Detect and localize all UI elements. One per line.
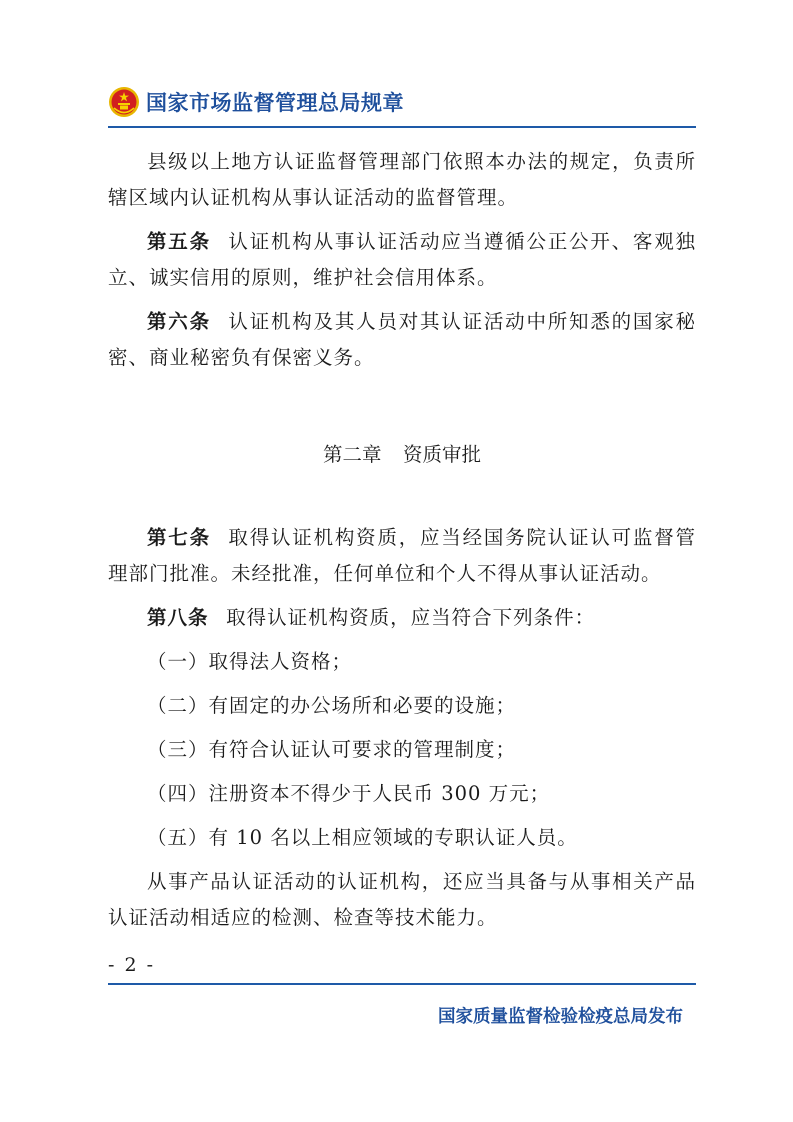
condition-item: （一）取得法人资格； xyxy=(147,650,353,673)
paragraph-product-certification: 从事产品认证活动的认证机构，还应当具备与从事相关产品认证活动相适应的检测、检查等技术能力。 xyxy=(108,870,696,929)
section-general-provisions xyxy=(108,144,696,376)
chapter-heading xyxy=(108,437,696,473)
article-8-text: 取得认证机构资质，应当符合下列条件： xyxy=(226,606,596,629)
article-8 xyxy=(108,600,696,636)
chapter-title: 资质审批 xyxy=(402,443,481,466)
page-number: - 2 - xyxy=(108,954,156,976)
condition-item: （二）有固定的办公场所和必要的设施； xyxy=(147,694,517,717)
article-5-text: 认证机构从事认证活动应当遵循公正公开、客观独立、诚实信用的原则，维护社会信用体系。 xyxy=(108,230,696,289)
article-7-text: 取得认证机构资质，应当经国务院认证认可监督管理部门批准。未经批准，任何单位和个人不得从事认证活动。 xyxy=(108,526,696,585)
article-8-label: 第八条 xyxy=(147,606,209,629)
article-6-label: 第六条 xyxy=(147,310,211,333)
article-5-label: 第五条 xyxy=(147,230,211,253)
article-7 xyxy=(108,520,696,592)
condition-item: （五）有 10 名以上相应领域的专职认证人员。 xyxy=(147,826,578,849)
paragraph-local-supervision: 县级以上地方认证监督管理部门依照本办法的规定，负责所辖区域内认证机构从事认证活动的监督管理。 xyxy=(108,150,696,209)
article-5 xyxy=(108,224,696,296)
article-7-label: 第七条 xyxy=(147,526,211,549)
article-6 xyxy=(108,304,696,376)
header-divider xyxy=(108,126,696,128)
condition-item: （三）有符合认证认可要求的管理制度； xyxy=(147,738,517,761)
section-qualification-approval xyxy=(108,520,696,936)
header-title: 国家市场监督管理总局规章 xyxy=(146,91,404,115)
chapter-number: 第二章 xyxy=(323,443,382,466)
footer-divider xyxy=(108,983,696,985)
article-6-text: 认证机构及其人员对其认证活动中所知悉的国家秘密、商业秘密负有保密义务。 xyxy=(108,310,696,369)
footer-publisher: 国家质量监督检验检疫总局发布 xyxy=(438,1007,683,1027)
page-header xyxy=(108,84,404,120)
national-emblem-icon xyxy=(108,86,140,118)
condition-item: （四）注册资本不得少于人民币 300 万元； xyxy=(147,782,551,805)
